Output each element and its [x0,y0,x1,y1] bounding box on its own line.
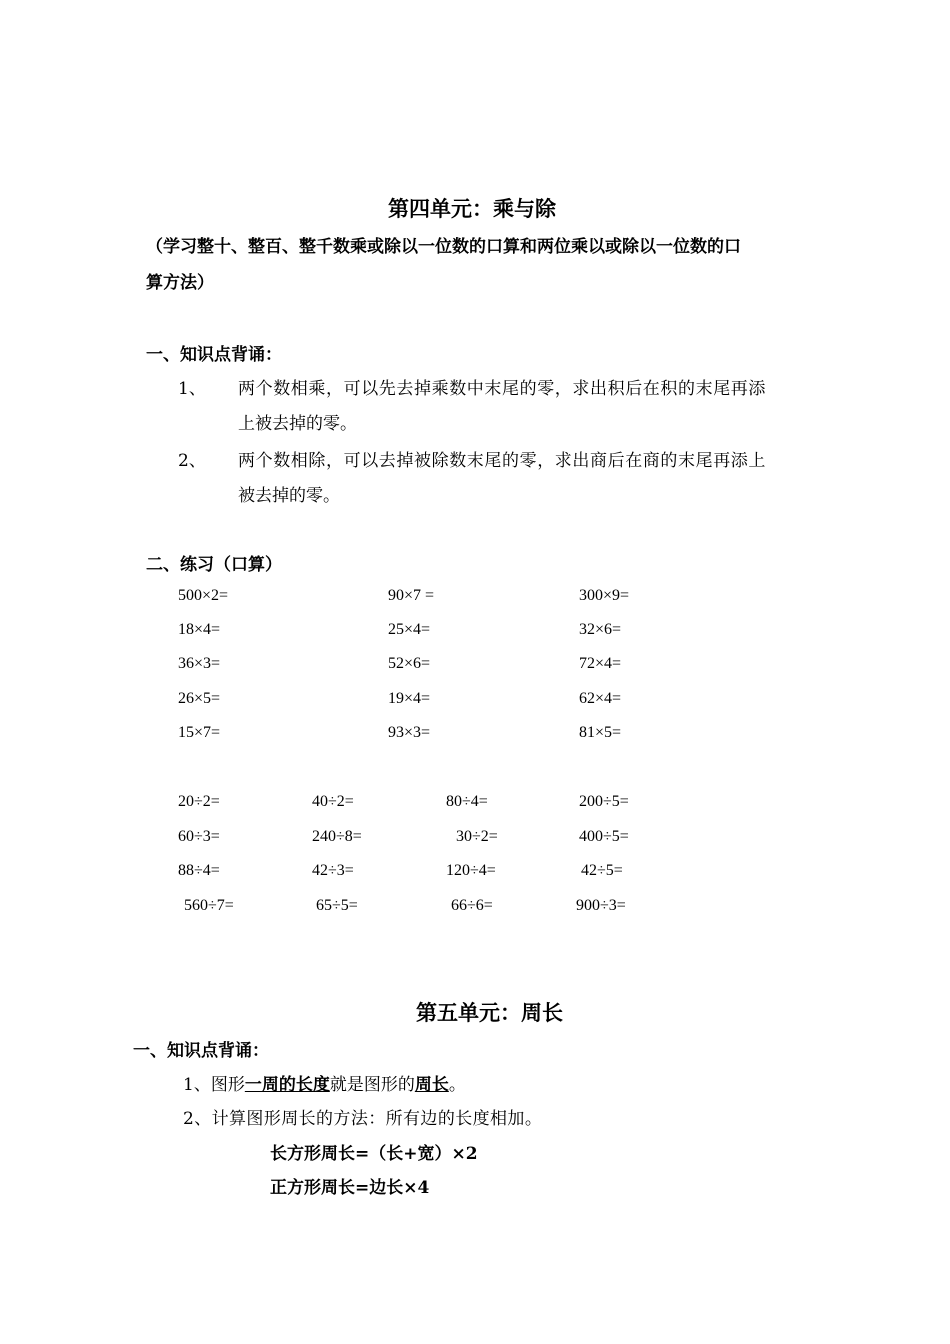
mult-item: 36×3= [178,655,221,672]
mult-item: 52×6= [388,655,431,672]
unit4-title: 第四单元：乘与除 [388,196,556,221]
unit4-subtitle-line2: 算方法） [146,273,214,293]
div-item: 40÷2= [312,793,354,810]
point-1-middle: 就是图形的 [329,1075,415,1095]
div-item: 42÷3= [312,862,354,879]
mult-item: 32×6= [579,621,622,638]
div-item: 400÷5= [579,828,629,845]
div-item: 200÷5= [579,793,629,810]
point-1-underlined-term: 一周的长度 [244,1075,330,1095]
point-1-perimeter-term: 周长 [414,1075,449,1095]
div-item: 80÷4= [446,793,488,810]
div-item: 42÷5= [581,862,623,879]
unit5-title: 第五单元：周长 [416,1000,563,1025]
mult-item: 300×9= [579,587,630,604]
unit5-point-1 [183,1070,466,1095]
square-perimeter-formula: 正方形周长=边长×4 [270,1178,430,1198]
mult-item: 25×4= [388,621,431,638]
div-item: 120÷4= [446,862,496,879]
mult-item: 19×4= [388,690,431,707]
mult-item: 15×7= [178,724,221,741]
div-item: 240÷8= [312,828,362,845]
mult-item: 93×3= [388,724,431,741]
rectangle-perimeter-formula: 长方形周长=（长+宽）×2 [270,1144,478,1164]
point-2-number: 2、 [178,451,206,471]
point-1-number: 1、 [178,379,206,399]
unit5-knowledge-heading: 一、知识点背诵： [133,1041,269,1061]
div-item: 88÷4= [178,862,220,879]
mult-item: 72×4= [579,655,622,672]
div-item: 60÷3= [178,828,220,845]
div-item: 65÷5= [316,897,358,914]
point-1-line1: 两个数相乘，可以先去掉乘数中末尾的零，求出积后在积的末尾再添 [238,379,766,399]
point-1-prefix: 1、图形 [183,1075,245,1095]
mult-item: 81×5= [579,724,622,741]
unit5-point-2: 2、计算图形周长的方法：所有边的长度相加。 [183,1109,543,1129]
point-2-line1: 两个数相除，可以去掉被除数末尾的零，求出商后在商的末尾再添上 [238,451,766,471]
mult-item: 500×2= [178,587,229,604]
mult-item: 90×7 = [388,587,435,604]
mult-item: 18×4= [178,621,221,638]
div-item: 66÷6= [451,897,493,914]
unit4-exercise-heading: 二、练习（口算） [146,555,282,575]
unit4-subtitle-line1: （学习整十、整百、整千数乘或除以一位数的口算和两位乘以或除以一位数的口 [146,237,741,257]
unit4-knowledge-heading: 一、知识点背诵： [146,345,282,365]
mult-item: 62×4= [579,690,622,707]
point-1-line2: 上被去掉的零。 [238,414,357,434]
div-item: 560÷7= [184,897,234,914]
div-item: 20÷2= [178,793,220,810]
point-2-line2: 被去掉的零。 [238,486,340,506]
div-item: 900÷3= [576,897,626,914]
point-1-suffix: 。 [448,1075,466,1095]
div-item: 30÷2= [456,828,498,845]
mult-item: 26×5= [178,690,221,707]
